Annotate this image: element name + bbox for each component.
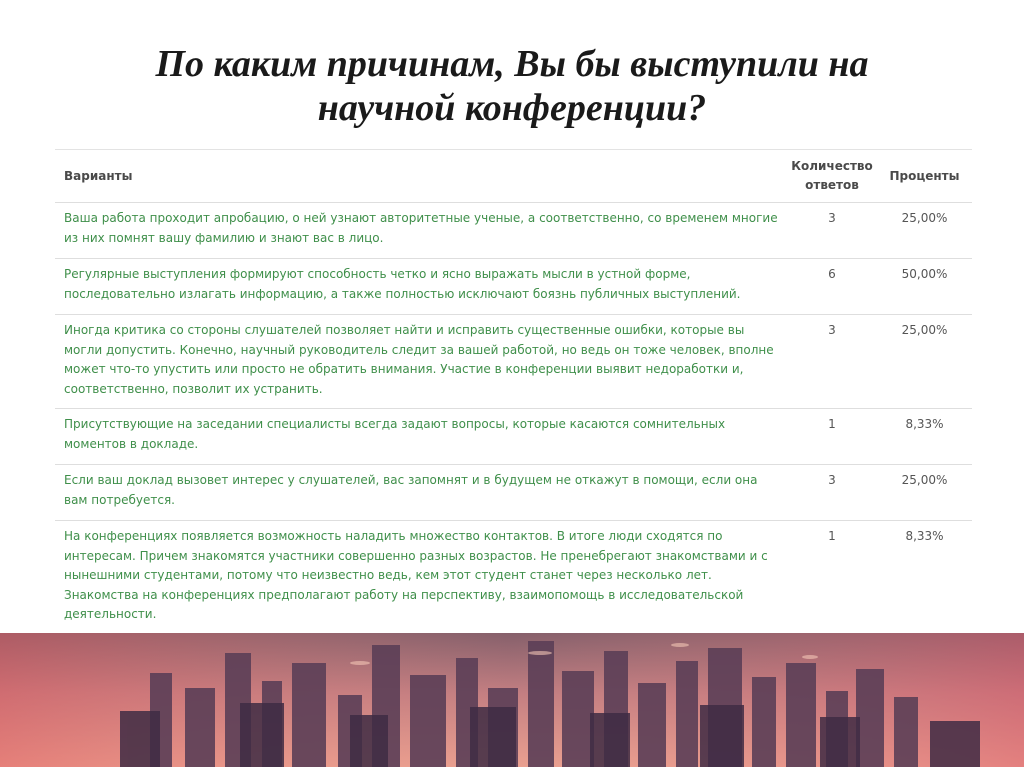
row-count: 3 (828, 473, 836, 487)
row-count: 6 (828, 267, 836, 281)
row-percent: 25,00% (901, 323, 948, 337)
table-row (55, 465, 972, 521)
table-row (55, 315, 972, 409)
header-variants: Варианты (64, 169, 133, 183)
row-count: 1 (828, 417, 836, 431)
row-percent: 8,33% (905, 529, 944, 543)
row-text: Присутствующие на заседании специалисты всегда задают вопросы, которые касаются сомнительных моментов в докладе. (64, 417, 726, 451)
survey-results-table (55, 149, 972, 634)
city-skyline-image (0, 633, 1024, 767)
header-percent: Проценты (889, 169, 960, 183)
row-percent: 25,00% (901, 211, 948, 225)
row-text: Регулярные выступления формируют способность четко и ясно выражать мысли в устной форме, последовательно излагать информацию, а также полностью исключают боязнь публичных выступлений. (64, 267, 741, 301)
slide-title-line-1: По каким причинам, Вы бы выступили на (155, 43, 869, 85)
row-text: Если ваш доклад вызовет интерес у слушателей, вас запомнят и в будущем не откажут в помощи, если она вам потребуется. (64, 473, 758, 507)
header-count (787, 157, 877, 195)
table-row (55, 409, 972, 465)
slide-title (0, 42, 1024, 130)
slide-title-line-2: научной конференции? (317, 87, 707, 129)
row-percent: 25,00% (901, 473, 948, 487)
row-percent: 50,00% (901, 267, 948, 281)
header-count-line-1: Количество (791, 159, 873, 173)
header-count-line-2: ответов (805, 178, 859, 192)
table-row (55, 203, 972, 259)
row-text: Иногда критика со стороны слушателей позволяет найти и исправить существенные ошибки, которые вы могли допустить. Конечно, научный руководитель следит за вашей работой, но ведь он тоже человек, вполне может что-то упустить или просто не обратить внимания. Участие в конференции выявит недоработки и, соответственно, позволит их устранить. (64, 323, 774, 396)
row-count: 1 (828, 529, 836, 543)
table-header-row (55, 150, 972, 203)
row-percent: 8,33% (905, 417, 944, 431)
skyline-illustration (0, 633, 1024, 767)
row-text: На конференциях появляется возможность наладить множество контактов. В итоге люди сходятся по интересам. Причем знакомятся участники совершенно разных возрастов. Не пренебрегают знакомствами и с нынешними студентами, потому что неизвестно ведь, кем этот студент станет через несколько лет. Знакомства на конференциях предполагают работу на перспективу, взаимопомощь в исследовательской деятельности. (64, 529, 768, 621)
table-row (55, 259, 972, 315)
row-count: 3 (828, 323, 836, 337)
row-text: Ваша работа проходит апробацию, о ней узнают авторитетные ученые, а соответственно, со временем многие из них помнят вашу фамилию и знают вас в лицо. (64, 211, 778, 245)
row-count: 3 (828, 211, 836, 225)
table-row (55, 521, 972, 634)
